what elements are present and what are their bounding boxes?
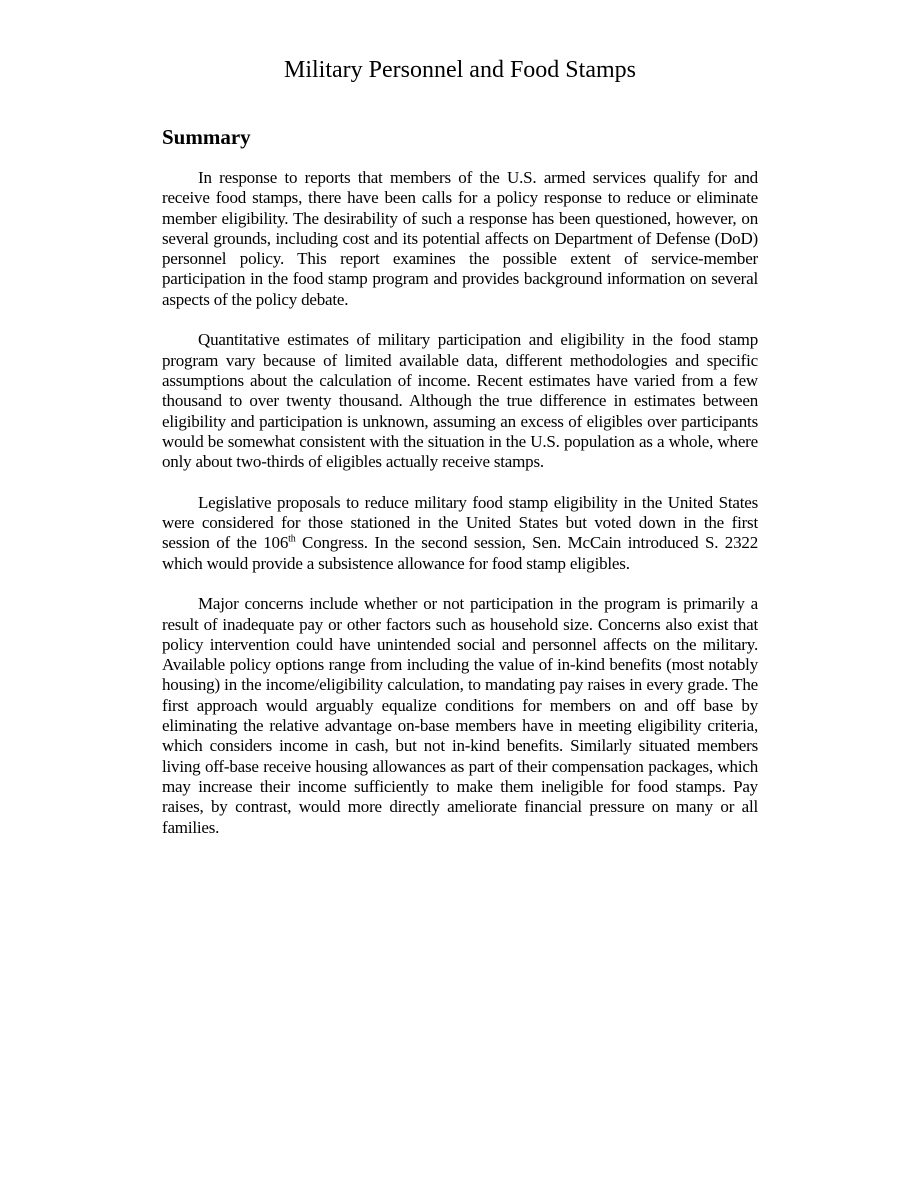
summary-body [162,168,758,858]
section-heading-summary: Summary [162,125,251,149]
ordinal-suffix: th [288,533,296,545]
paragraph-3-text-start: Legislative proposals to reduce military food stamp eligibility in the United States were considered for those stationed in the United States but voted down in the first session of the 106 [162,492,758,553]
document-title: Military Personnel and Food Stamps [284,57,636,83]
paragraph-3-text-end: Congress. In the second session, Sen. McCain introduced S. 2322 which would provide a subsistence allowance for food stamp eligibles. [162,533,758,573]
paragraph-3 [162,493,758,574]
paragraph-4: Major concerns include whether or not participation in the program is primarily a result of inadequate pay or other factors such as household size. Concerns also exist that policy intervention could have unintended social and personnel affects on the military. Available policy options range from including the value of in-kind benefits (most notably housing) in the income/eligibility calculation, to mandating pay raises in every grade. The first approach would arguably equalize conditions for members on and off base by eliminating the relative advantage on-base members have in meeting eligibility criteria, which considers income in cash, but not in-kind benefits. Similarly situated members living off-base receive housing allowances as part of their compensation packages, which may increase their income sufficiently to make them ineligible for food stamps. Pay raises, by contrast, would more directly ameliorate financial pressure on many or all families. [162,594,758,837]
paragraph-1: In response to reports that members of the U.S. armed services qualify for and receive food stamps, there have been calls for a policy response to reduce or eliminate member eligibility. The desirability of such a response has been questioned, however, on several grounds, including cost and its potential affects on Department of Defense (DoD) personnel policy. This report examines the possible extent of service-member participation in the food stamp program and provides background information on several aspects of the policy debate. [162,168,758,309]
paragraph-2: Quantitative estimates of military participation and eligibility in the food stamp program vary because of limited available data, different methodologies and specific assumptions about the calculation of income. Recent estimates have varied from a few thousand to over twenty thousand. Although the true difference in estimates between eligibility and participation is unknown, assuming an excess of eligibles over participants would be somewhat consistent with the situation in the U.S. population as a whole, where only about two-thirds of eligibles actually receive stamps. [162,330,758,472]
